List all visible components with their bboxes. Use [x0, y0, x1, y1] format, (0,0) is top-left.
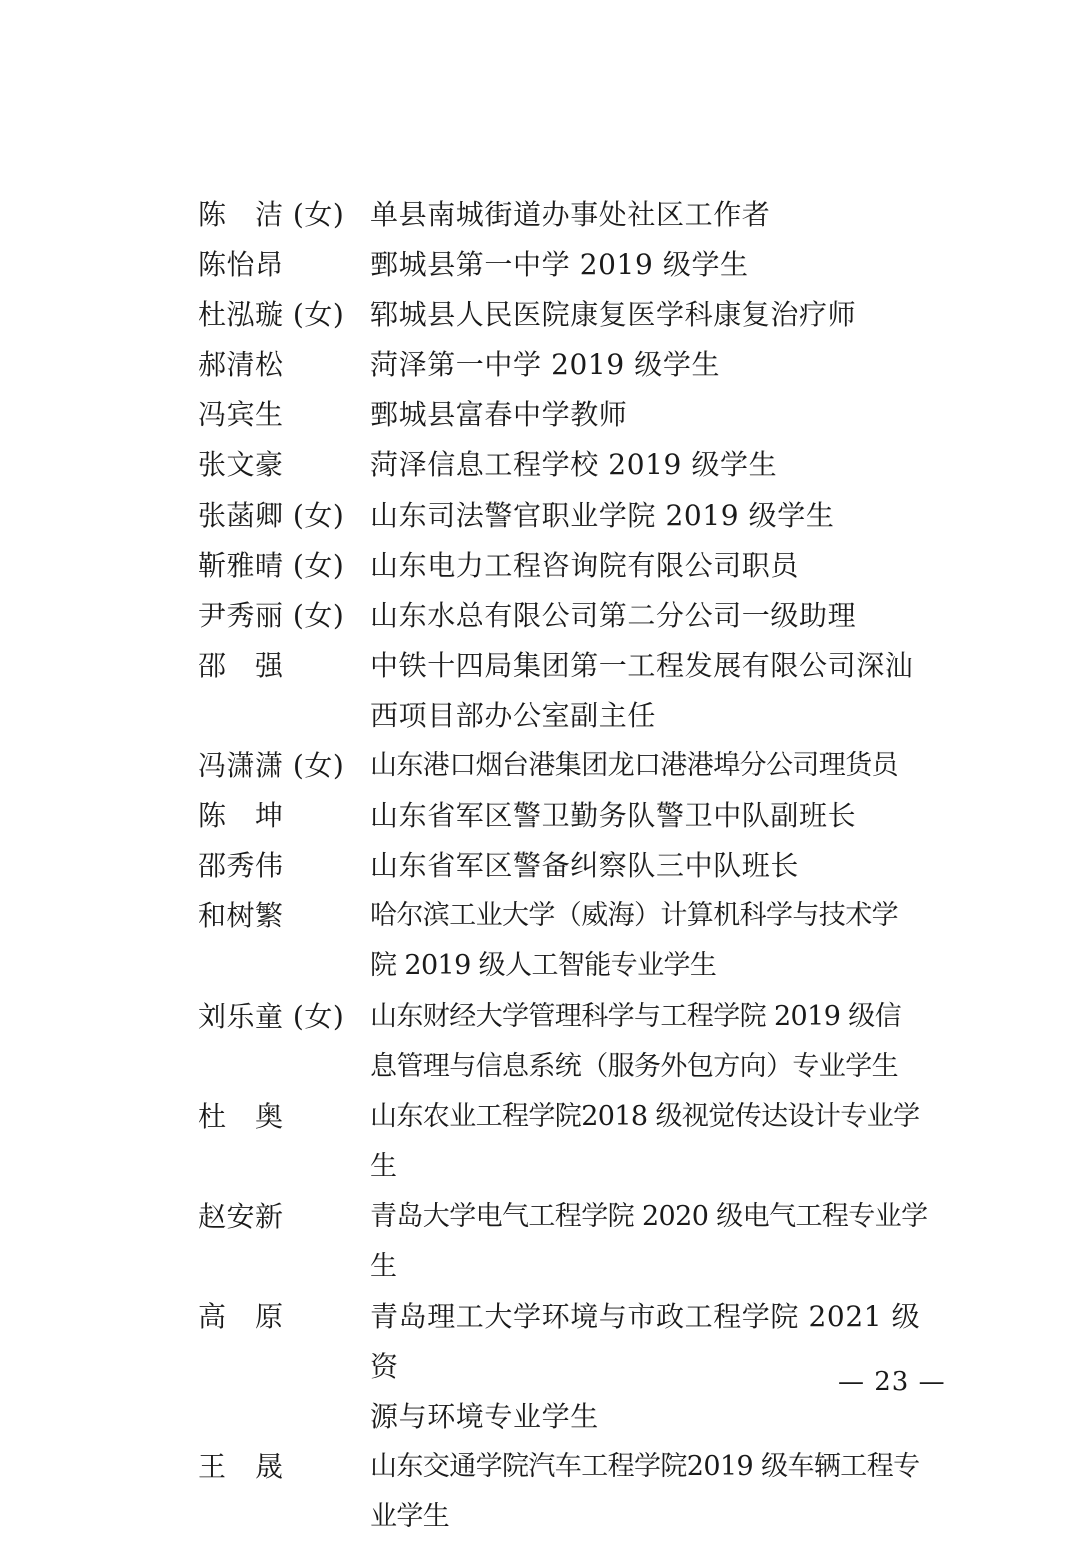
list-item — [198, 190, 958, 240]
person-description: 山东财经大学管理科学与工程学院 2019 级信 息管理与信息系统（服务外包方向）专业学生 — [370, 1000, 902, 1082]
person-name: 刘乐童 (女) — [198, 999, 345, 1033]
list-item — [198, 240, 958, 290]
person-name: 邵秀伟 — [198, 849, 284, 883]
person-description: 山东电力工程咨询院有限公司职员 — [370, 548, 800, 582]
list-item — [198, 641, 958, 741]
person-description: 菏泽信息工程学校 2019 级学生 — [370, 448, 778, 482]
person-name: 杜 奥 — [198, 1099, 284, 1133]
person-description: 山东交通学院汽车工程学院2019 级车辆工程专业学生 — [370, 1451, 920, 1533]
person-description: 山东农业工程学院2018 级视觉传达设计专业学生 — [370, 1100, 920, 1182]
list-item — [198, 1442, 958, 1542]
person-name: 和树繁 — [198, 899, 284, 933]
person-name: 张菡卿 (女) — [198, 498, 345, 532]
person-name: 陈 洁 (女) — [198, 198, 345, 231]
list-item — [198, 992, 958, 1092]
person-name: 张文豪 — [198, 448, 284, 482]
list-item — [198, 841, 958, 891]
person-name: 邵 强 — [198, 648, 284, 682]
person-name: 陈 坤 — [198, 799, 284, 833]
list-item — [198, 390, 958, 440]
person-name: 冯潇潇 (女) — [198, 749, 345, 783]
person-description: 鄄城县第一中学 2019 级学生 — [370, 248, 749, 282]
person-name: 尹秀丽 (女) — [198, 598, 345, 632]
list-item — [198, 340, 958, 390]
list-item — [198, 591, 958, 641]
person-name: 王 晟 — [198, 1450, 284, 1484]
list-item — [198, 541, 958, 591]
person-name: 郝清松 — [198, 348, 284, 382]
person-name: 靳雅晴 (女) — [198, 548, 345, 582]
list-item — [198, 741, 958, 791]
person-description: 郓城县人民医院康复医学科康复治疗师 — [370, 298, 857, 332]
person-description: 青岛理工大学环境与市政工程学院 2021 级资 源与环境专业学生 — [370, 1300, 921, 1434]
list-item — [198, 440, 958, 490]
person-name: 赵安新 — [198, 1199, 284, 1233]
person-description: 山东省军区警卫勤务队警卫中队副班长 — [370, 799, 857, 833]
person-description: 青岛大学电气工程学院 2020 级电气工程专业学生 — [370, 1200, 928, 1282]
person-description: 鄄城县富春中学教师 — [370, 398, 628, 432]
person-description: 菏泽第一中学 2019 级学生 — [370, 348, 721, 382]
person-name: 高 原 — [198, 1300, 284, 1334]
list-item — [198, 1192, 958, 1292]
person-description: 山东省军区警备纠察队三中队班长 — [370, 849, 800, 883]
list-item — [198, 891, 958, 991]
list-item — [198, 791, 958, 841]
person-description: 山东港口烟台港集团龙口港港埠分公司理货员 — [370, 750, 898, 782]
list-item — [198, 290, 958, 340]
person-name: 陈怡昂 — [198, 248, 284, 282]
honoree-list — [198, 190, 958, 1543]
person-description: 山东水总有限公司第二分公司一级助理 — [370, 598, 857, 632]
person-name: 杜泓璇 (女) — [198, 298, 345, 332]
page-number: — 23 — — [838, 1367, 946, 1397]
list-item — [198, 1092, 958, 1192]
person-description: 哈尔滨工业大学（威海）计算机科学与技术学 院 2019 级人工智能专业学生 — [370, 900, 898, 982]
list-item — [198, 491, 958, 541]
person-description: 单县南城街道办事处社区工作者 — [370, 198, 771, 231]
person-description: 山东司法警官职业学院 2019 级学生 — [370, 498, 835, 532]
person-name: 冯宾生 — [198, 398, 284, 432]
person-description: 中铁十四局集团第一工程发展有限公司深汕 西项目部办公室副主任 — [370, 648, 914, 732]
